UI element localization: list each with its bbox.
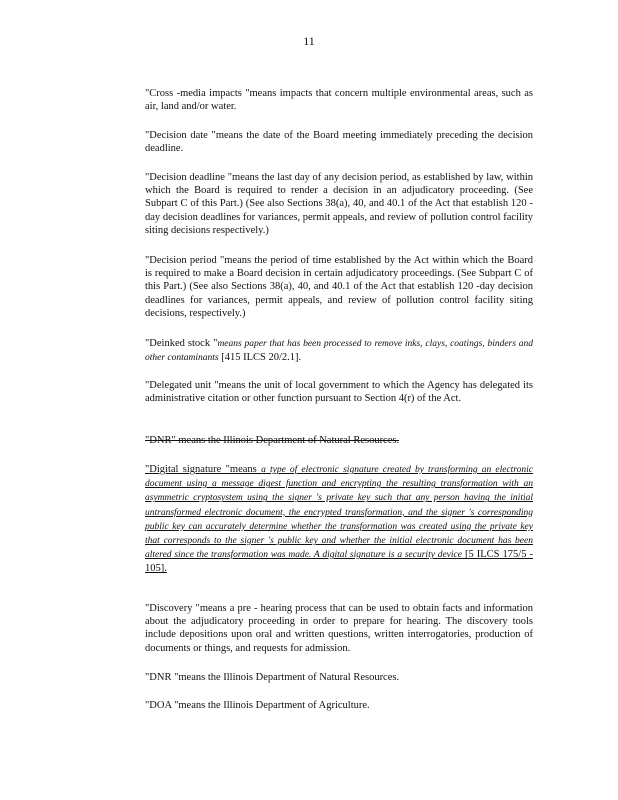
definition-text [145,463,533,576]
page-number: 11 [303,34,315,48]
definition-cross-media-impacts [145,87,533,113]
definition-digital-signature [145,463,533,576]
definition-text: "Discovery "means a pre - hearing process that can be used to obtain facts and information about the adjudicatory proceeding in order to prepare for hearing. The discovery tools include depositions upon oral and written questions, written interrogatories, production of documents or things, and requests for admission. [145,603,533,654]
definition-dnr [145,671,533,684]
definition-discovery [145,602,533,655]
definition-text: "Decision date "means the date of the Board meeting immediately preceding the decision deadline. [145,130,533,155]
definition-text: "Decision deadline "means the last day of any decision period, as established by law, within which the Board is required to render a decision in an adjudicatory proceeding. (See Subpart C of this Part.) (See also Sections 38(a), 40, and 40.1 of the Act that establish 120 -day decision deadlines for variances, permit appeals, and review of pollution control facility siting decisions respectively.) [145,172,533,236]
statutory-text: a type of electronic signature created by transforming an electronic document using a message digest function and encrypting the resulting transformation with an asymmetric cryptosystem using the signer 's private key such that any person having the initial untransformed electronic document, the encrypted transformation, and the signer 's corresponding public key can accurately determine whether the transformation was created using the private key that corresponds to the signer 's public key and whether the initial electronic document has been altered since the transformation was made. A digital signature is a security device [145,465,533,561]
definition-doa [145,699,533,712]
definition-text: "Decision period "means the period of time established by the Act within which the Board is required to make a Board decision in certain adjudicatory proceedings. (See Subpart C of this Part.) (See also Sections 38(a), 40, and 40.1 of the Act that establish 120 -day decision deadlines for variances, permit appeals, and review of pollution control facility siting decisions, respectively.) [145,255,533,319]
definition-decision-deadline [145,171,533,237]
defined-term: "Digital signature "means [145,464,262,475]
definition-dnr-deleted [145,434,533,447]
statutory-text: means paper that has been processed to remove inks, clays, coatings, binders and other contaminants [145,339,534,364]
defined-term: "Deinked stock " [145,338,218,349]
definition-text: "Cross -media impacts "means impacts that concern multiple environmental areas, such as air, land and/or water. [145,88,533,113]
definition-text [145,337,533,365]
definition-decision-date [145,129,533,155]
citation: [5 ILCS 175/5 - 105]. [145,549,533,575]
definition-text: "Delegated unit "means the unit of local government to which the Agency has delegated its administrative citation or other function pursuant to Section 4(r) of the Act. [145,380,533,405]
definition-text: "DNR "means the Illinois Department of Natural Resources. [145,672,400,683]
definition-deinked-stock [145,337,533,365]
definition-delegated-unit [145,379,533,405]
definition-text: "DOA "means the Illinois Department of Agriculture. [145,700,370,711]
definition-decision-period [145,254,533,320]
citation: [415 ILCS 20/2.1]. [218,352,302,364]
definition-text: "DNR" means the Illinois Department of Natural Resources. [145,435,400,446]
